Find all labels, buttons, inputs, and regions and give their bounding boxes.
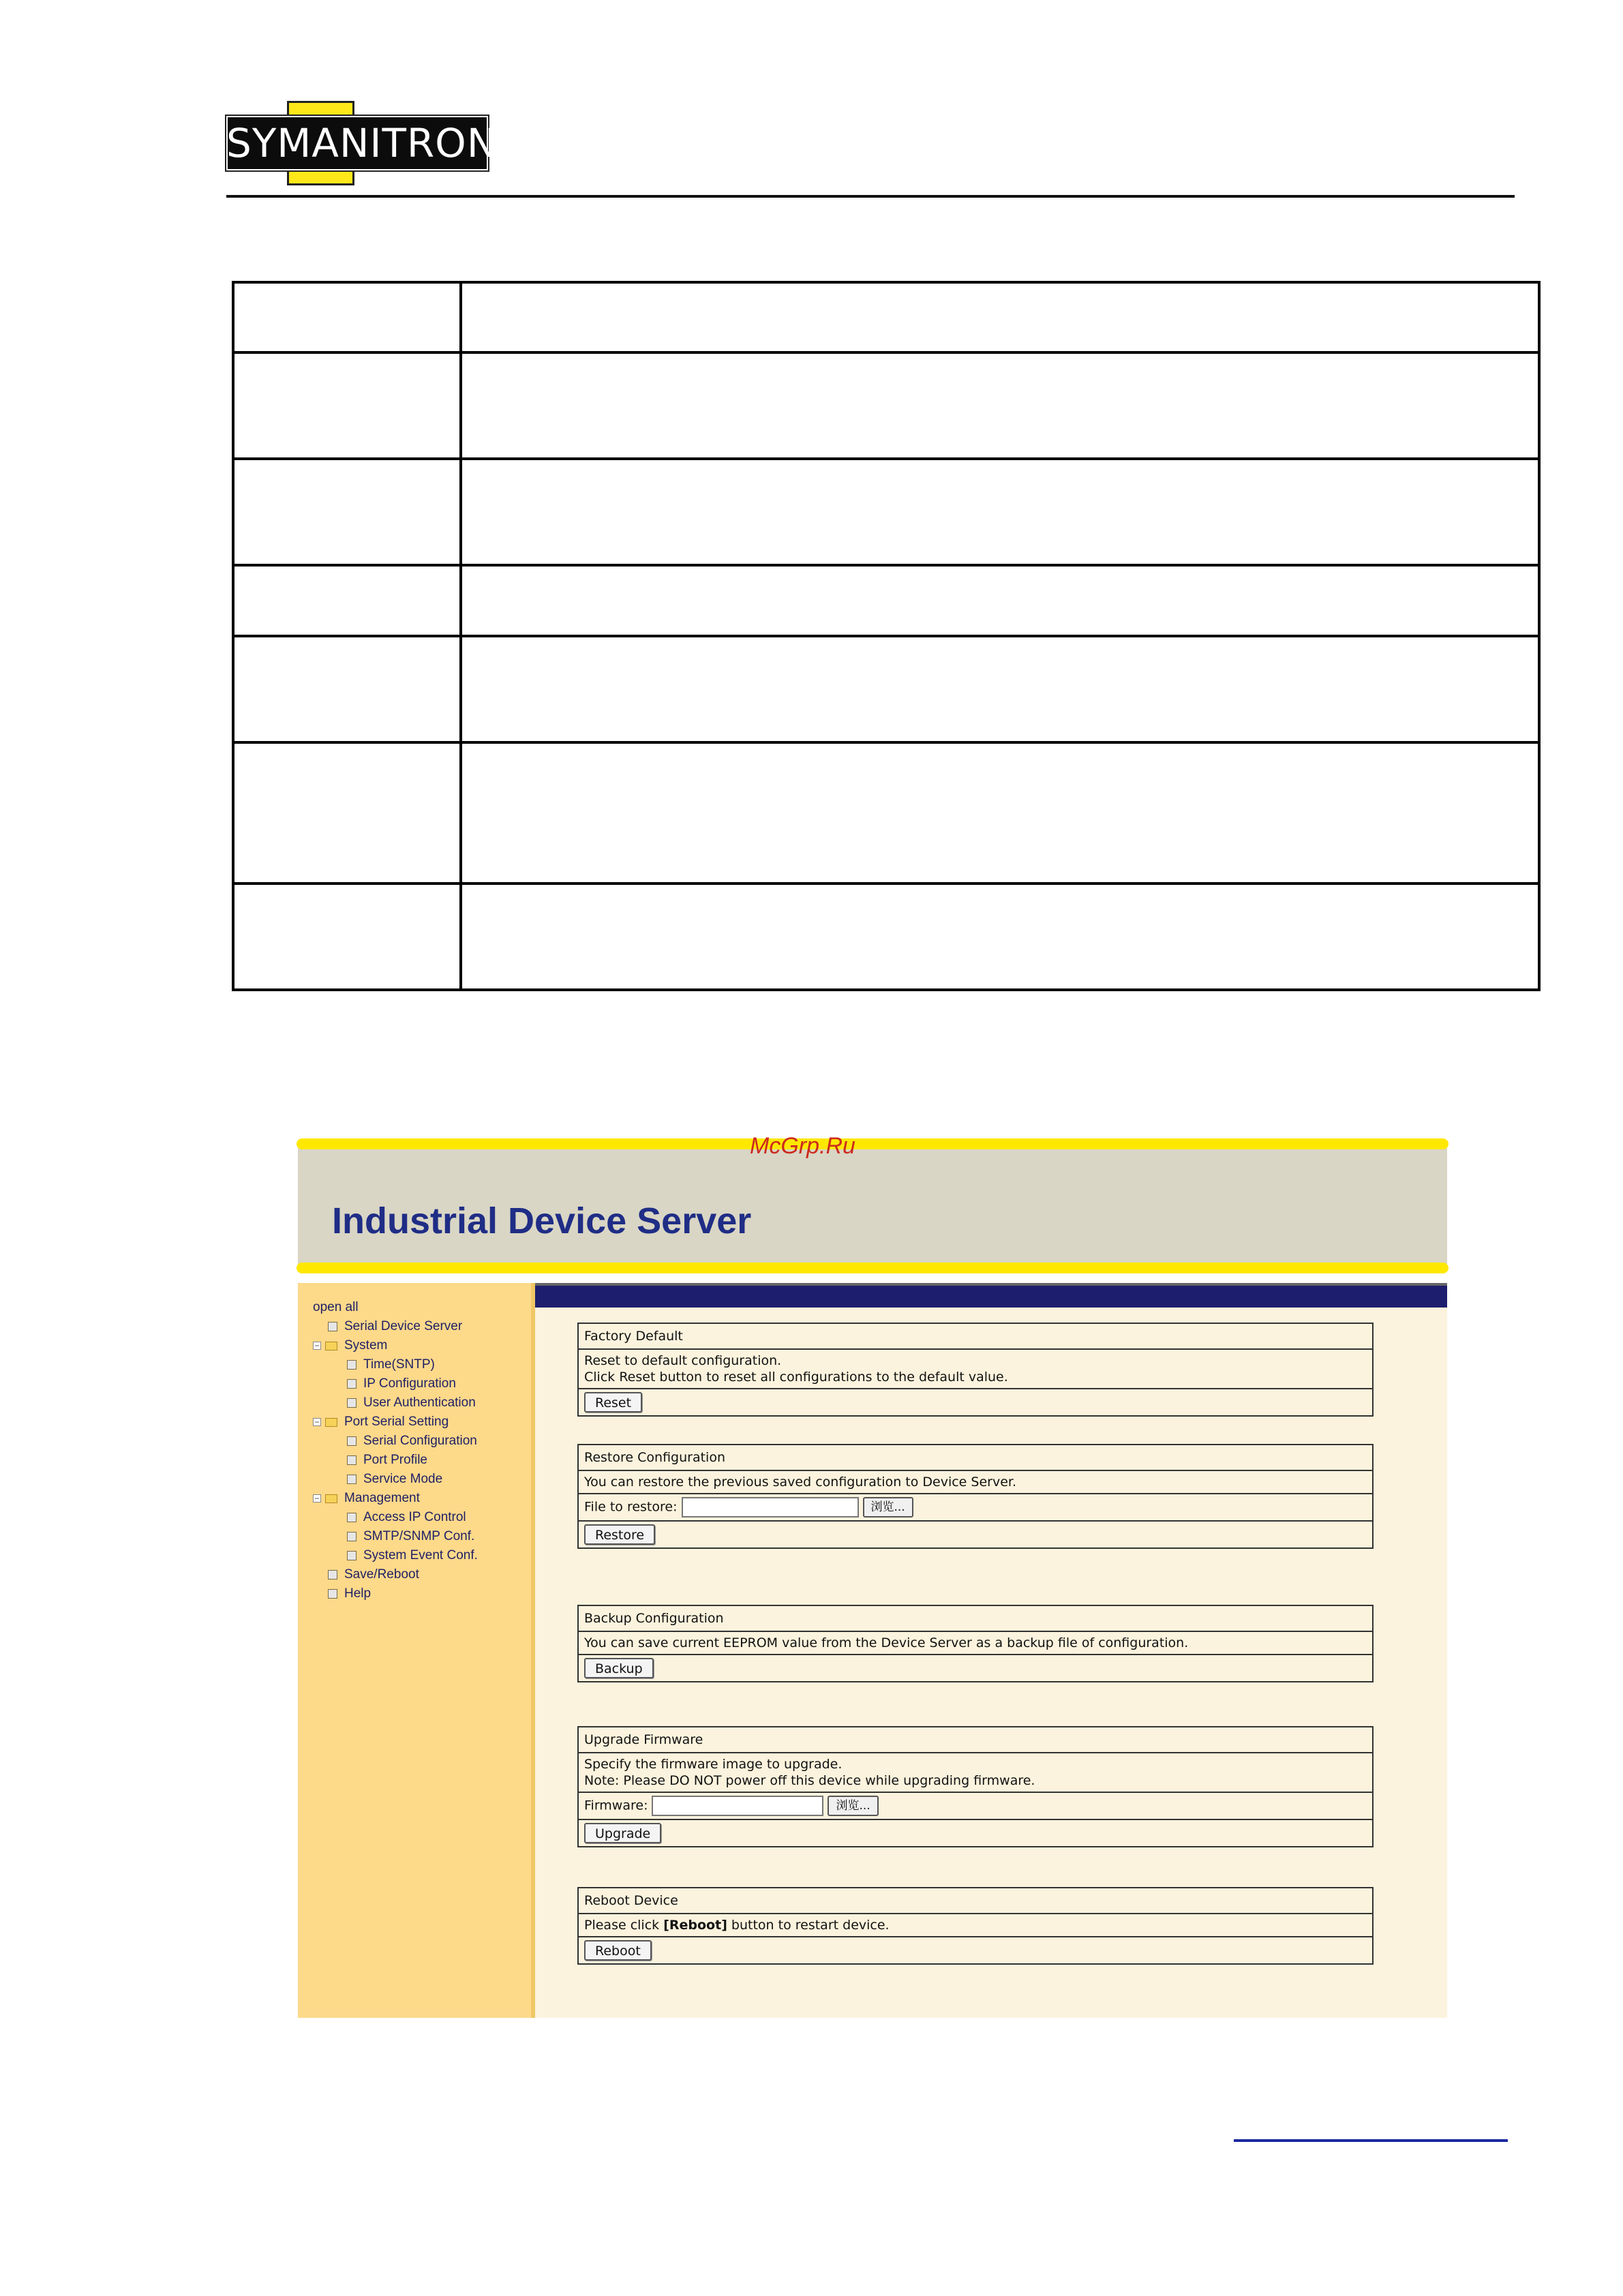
panel-actions (579, 1520, 1372, 1547)
sidebar (298, 1283, 531, 2018)
table-cell (461, 883, 1539, 990)
firmware-label: Firmware: (584, 1798, 648, 1813)
tree-folder-management[interactable] (313, 1489, 478, 1508)
folder-icon (325, 1342, 337, 1350)
tree-item-label: Serial Device Server (344, 1319, 463, 1333)
page-icon (347, 1360, 357, 1370)
file-row (579, 1493, 1372, 1520)
tree-item-system-event-conf[interactable] (313, 1546, 478, 1565)
tree-item-time-sntp[interactable] (313, 1355, 478, 1374)
panel-actions (579, 1654, 1372, 1681)
table-cell (461, 352, 1539, 459)
table-cell (233, 459, 461, 565)
table-cell (461, 565, 1539, 636)
content-header-bar (535, 1283, 1447, 1308)
table-cell (233, 883, 461, 990)
page-icon (347, 1532, 357, 1541)
panel-title: Backup Configuration (584, 1611, 724, 1626)
reset-button[interactable]: Reset (584, 1392, 642, 1413)
folder-icon (325, 1494, 337, 1503)
tree-item-label: Save/Reboot (344, 1567, 419, 1582)
file-to-restore-input[interactable] (682, 1497, 859, 1517)
tree-item-label: Port Serial Setting (344, 1415, 449, 1429)
open-all-link[interactable]: open all (313, 1300, 359, 1314)
table-cell (233, 352, 461, 459)
description-line: Reset to default configuration. (584, 1353, 782, 1368)
firmware-input[interactable] (652, 1796, 823, 1816)
table-cell (233, 742, 461, 883)
tree-item-help[interactable] (313, 1584, 478, 1603)
backup-configuration-panel (577, 1605, 1374, 1682)
page-icon (347, 1455, 357, 1465)
panel-description: You can save current EEPROM value from the Device Server as a backup file of configuration. (579, 1631, 1372, 1654)
page-icon (347, 1475, 357, 1484)
table-row (233, 459, 1539, 565)
document-table (232, 281, 1541, 991)
panel-title: Upgrade Firmware (584, 1732, 703, 1747)
factory-default-panel (577, 1323, 1374, 1417)
panel-actions (579, 1936, 1372, 1963)
description-line: Note: Please DO NOT power off this device while upgrading firmware. (584, 1773, 1035, 1788)
upgrade-button[interactable]: Upgrade (584, 1823, 661, 1843)
panel-title: Reboot Device (584, 1893, 678, 1908)
tree-item-ip-configuration[interactable] (313, 1374, 478, 1393)
browse-button[interactable]: 浏览... (828, 1796, 878, 1816)
tree-item-user-authentication[interactable] (313, 1393, 478, 1413)
tree-item-label: SMTP/SNMP Conf. (363, 1529, 475, 1543)
panel-description (579, 1752, 1372, 1792)
panel-description: You can restore the previous saved configuration to Device Server. (579, 1470, 1372, 1493)
table-cell (461, 459, 1539, 565)
tree-item-port-profile[interactable] (313, 1451, 478, 1470)
table-cell (461, 636, 1539, 742)
footer-link-underline[interactable] (1234, 2139, 1508, 2142)
header-rule (226, 195, 1515, 198)
tree-item-serial-configuration[interactable] (313, 1432, 478, 1451)
device-server-screenshot (297, 1133, 1448, 2018)
description-line: Click Reset button to reset all configurations to the default value. (584, 1370, 1008, 1385)
table-row (233, 282, 1539, 352)
bottom-accent-bar (297, 1263, 1448, 1273)
reboot-keyword: [Reboot] (663, 1918, 727, 1933)
reboot-button[interactable]: Reboot (584, 1940, 652, 1961)
panel-actions (579, 1819, 1372, 1846)
page-title: Industrial Device Server (332, 1200, 752, 1241)
tree-item-smtp-snmp-conf[interactable] (313, 1527, 478, 1546)
tree-folder-system[interactable] (313, 1336, 478, 1355)
tree-item-save-reboot[interactable] (313, 1565, 478, 1584)
tree-item-label: Port Profile (363, 1453, 427, 1467)
logo-text: SYMANITRON (226, 120, 498, 166)
page-icon (347, 1436, 357, 1446)
tree-item-label: User Authentication (363, 1395, 476, 1410)
tree-item-label: System (344, 1338, 388, 1353)
table-cell (233, 565, 461, 636)
file-row (579, 1792, 1372, 1819)
reboot-device-panel (577, 1887, 1374, 1965)
collapse-icon[interactable]: − (313, 1494, 321, 1502)
browse-button[interactable]: 浏览... (863, 1497, 913, 1517)
tree-folder-port-serial-setting[interactable] (313, 1413, 478, 1432)
top-accent-bar (297, 1138, 1448, 1149)
description-line: Specify the firmware image to upgrade. (584, 1757, 843, 1772)
table-cell (233, 636, 461, 742)
page-icon (347, 1551, 357, 1560)
nav-tree (313, 1298, 478, 1603)
restore-button[interactable]: Restore (584, 1524, 655, 1545)
backup-button[interactable]: Backup (584, 1658, 654, 1678)
folder-icon (325, 1418, 337, 1427)
tree-item-label: System Event Conf. (363, 1548, 478, 1562)
collapse-icon[interactable]: − (313, 1342, 321, 1350)
panel-title: Factory Default (584, 1329, 683, 1344)
main-content (535, 1283, 1447, 2018)
table-row (233, 352, 1539, 459)
reboot-text-post: button to restart device. (727, 1918, 890, 1933)
restore-configuration-panel (577, 1444, 1374, 1549)
symanitron-logo (226, 101, 498, 185)
upgrade-firmware-panel (577, 1726, 1374, 1847)
table-row (233, 742, 1539, 883)
table-cell (461, 742, 1539, 883)
tree-item-label: Access IP Control (363, 1510, 466, 1524)
page-icon (347, 1513, 357, 1522)
table-row (233, 636, 1539, 742)
panel-description (579, 1913, 1372, 1936)
tree-item-serial-device-server[interactable] (313, 1317, 478, 1336)
table-row (233, 883, 1539, 990)
tree-item-label: Management (344, 1491, 420, 1505)
reboot-text-pre: Please click (584, 1918, 664, 1933)
panel-description (579, 1348, 1372, 1388)
page-icon (328, 1589, 337, 1599)
tree-item-label: IP Configuration (363, 1376, 456, 1391)
page-icon (347, 1379, 357, 1389)
tree-item-label: Time(SNTP) (363, 1357, 435, 1372)
panel-actions (579, 1388, 1372, 1415)
page-icon (328, 1570, 337, 1580)
table-row (233, 565, 1539, 636)
tree-item-service-mode[interactable] (313, 1470, 478, 1489)
page-icon (347, 1398, 357, 1408)
page-icon (328, 1322, 337, 1331)
banner (298, 1148, 1447, 1264)
table-cell (233, 282, 461, 352)
tree-item-label: Help (344, 1586, 371, 1601)
tree-item-label: Serial Configuration (363, 1434, 477, 1448)
panel-title: Restore Configuration (584, 1450, 725, 1465)
collapse-icon[interactable]: − (313, 1418, 321, 1426)
table-cell (461, 282, 1539, 352)
watermark: McGrp.Ru (750, 1133, 855, 1159)
file-to-restore-label: File to restore: (584, 1499, 678, 1515)
tree-item-label: Service Mode (363, 1472, 443, 1486)
tree-item-access-ip-control[interactable] (313, 1508, 478, 1527)
